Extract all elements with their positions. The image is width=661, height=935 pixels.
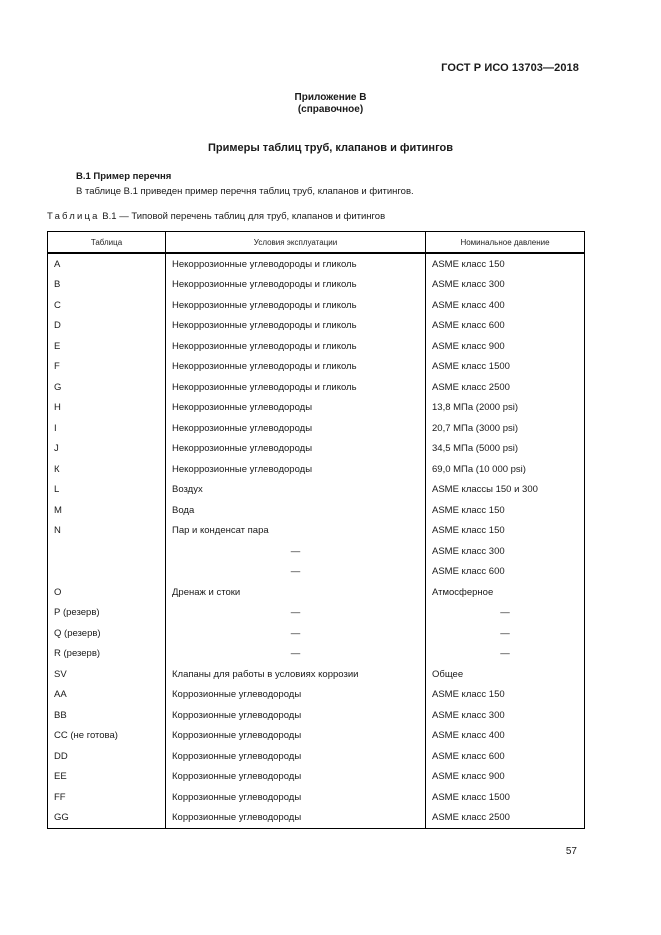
cell-pressure: 20,7 МПа (3000 psi)	[426, 418, 585, 439]
cell-pressure: ASME класс 1500	[426, 787, 585, 808]
cell-table-id: АА	[48, 685, 166, 706]
cell-conditions: Клапаны для работы в условиях коррозии	[166, 664, 426, 685]
document-code: ГОСТ Р ИСО 13703—2018	[441, 62, 579, 74]
cell-table-id: L	[48, 480, 166, 501]
cell-table-id: ЕЕ	[48, 767, 166, 788]
cell-conditions: Некоррозионные углеводороды и гликоль	[166, 275, 426, 296]
cell-conditions: Некоррозионные углеводороды	[166, 459, 426, 480]
cell-pressure: ASME класс 300	[426, 275, 585, 296]
cell-table-id: Q (резерв)	[48, 623, 166, 644]
cell-conditions: Коррозионные углеводороды	[166, 767, 426, 788]
cell-conditions: Воздух	[166, 480, 426, 501]
cell-pressure: ASME класс 900	[426, 767, 585, 788]
cell-table-id: I	[48, 418, 166, 439]
cell-conditions: Пар и конденсат пара	[166, 521, 426, 542]
cell-conditions: Некоррозионные углеводороды	[166, 398, 426, 419]
cell-pressure: ASME класс 600	[426, 562, 585, 583]
section-heading: В.1 Пример перечня	[76, 171, 172, 182]
cell-pressure: ASME класс 2500	[426, 808, 585, 829]
cell-conditions: Дренаж и стоки	[166, 582, 426, 603]
table-row	[48, 459, 585, 480]
cell-pressure: ASME класс 300	[426, 705, 585, 726]
cell-conditions: Некоррозионные углеводороды	[166, 418, 426, 439]
column-header-pressure: Номинальное давление	[426, 232, 585, 254]
cell-conditions: Коррозионные углеводороды	[166, 808, 426, 829]
cell-table-id: N	[48, 521, 166, 542]
cell-pressure: —	[426, 603, 585, 624]
cell-conditions: Некоррозионные углеводороды и гликоль	[166, 336, 426, 357]
cell-conditions: —	[166, 623, 426, 644]
cell-table-id: SV	[48, 664, 166, 685]
cell-pressure: 69,0 МПа (10 000 psi)	[426, 459, 585, 480]
cell-pressure: ASME класс 150	[426, 521, 585, 542]
cell-table-id: В	[48, 275, 166, 296]
table-row	[48, 808, 585, 829]
table-row	[48, 746, 585, 767]
table-row	[48, 664, 585, 685]
table-row	[48, 480, 585, 501]
table-row	[48, 253, 585, 275]
cell-table-id: О	[48, 582, 166, 603]
table-row	[48, 336, 585, 357]
cell-table-id: G	[48, 377, 166, 398]
table-row	[48, 644, 585, 665]
cell-table-id: ВВ	[48, 705, 166, 726]
cell-pressure: ASME класс 400	[426, 295, 585, 316]
cell-pressure: ASME класс 2500	[426, 377, 585, 398]
column-header-table: Таблица	[48, 232, 166, 254]
cell-table-id: DD	[48, 746, 166, 767]
table-row	[48, 316, 585, 337]
cell-conditions: Коррозионные углеводороды	[166, 726, 426, 747]
table-row	[48, 767, 585, 788]
page-number: 57	[565, 846, 577, 857]
cell-pressure: ASME класс 150	[426, 500, 585, 521]
table-caption-text: В.1 — Типовой перечень таблиц для труб, клапанов и фитингов	[99, 211, 386, 222]
table-row	[48, 418, 585, 439]
table-row	[48, 439, 585, 460]
cell-conditions: Некоррозионные углеводороды	[166, 439, 426, 460]
cell-pressure: 13,8 МПа (2000 psi)	[426, 398, 585, 419]
table-row	[48, 562, 585, 583]
cell-table-id	[48, 541, 166, 562]
cell-table-id: GG	[48, 808, 166, 829]
cell-pressure: Атмосферное	[426, 582, 585, 603]
pipe-class-table	[47, 231, 585, 829]
table-header-row	[48, 232, 585, 254]
cell-pressure: ASME класс 600	[426, 746, 585, 767]
table-row	[48, 295, 585, 316]
cell-table-id: Р (резерв)	[48, 603, 166, 624]
annex-heading	[0, 92, 661, 116]
table-row	[48, 582, 585, 603]
cell-pressure: ASME классы 150 и 300	[426, 480, 585, 501]
cell-conditions: Некоррозионные углеводороды и гликоль	[166, 253, 426, 275]
cell-pressure: Общее	[426, 664, 585, 685]
cell-table-id: СС (не готова)	[48, 726, 166, 747]
annex-title: Приложение В	[294, 92, 367, 103]
table-caption	[47, 211, 385, 222]
cell-table-id: D	[48, 316, 166, 337]
cell-table-id: М	[48, 500, 166, 521]
cell-pressure: —	[426, 644, 585, 665]
table-body	[48, 253, 585, 829]
cell-conditions: —	[166, 603, 426, 624]
cell-conditions: Коррозионные углеводороды	[166, 787, 426, 808]
cell-pressure: 34,5 МПа (5000 psi)	[426, 439, 585, 460]
cell-pressure: ASME класс 400	[426, 726, 585, 747]
table-row	[48, 521, 585, 542]
cell-table-id: К	[48, 459, 166, 480]
cell-conditions: Коррозионные углеводороды	[166, 685, 426, 706]
table-row	[48, 357, 585, 378]
cell-table-id: С	[48, 295, 166, 316]
table-row	[48, 603, 585, 624]
annex-subtitle: (справочное)	[297, 104, 364, 115]
cell-table-id: F	[48, 357, 166, 378]
cell-conditions: Некоррозионные углеводороды и гликоль	[166, 316, 426, 337]
cell-pressure: ASME класс 300	[426, 541, 585, 562]
cell-table-id: А	[48, 253, 166, 275]
cell-conditions: Некоррозионные углеводороды и гликоль	[166, 357, 426, 378]
section-text: В таблице В.1 приведен пример перечня таблиц труб, клапанов и фитингов.	[76, 186, 414, 197]
cell-pressure: —	[426, 623, 585, 644]
cell-pressure: ASME класс 150	[426, 253, 585, 275]
cell-pressure: ASME класс 600	[426, 316, 585, 337]
table-row	[48, 500, 585, 521]
column-header-conditions: Условия эксплуатации	[166, 232, 426, 254]
cell-pressure: ASME класс 1500	[426, 357, 585, 378]
cell-table-id	[48, 562, 166, 583]
cell-conditions: Некоррозионные углеводороды и гликоль	[166, 377, 426, 398]
table-row	[48, 726, 585, 747]
table-caption-word: Таблица	[47, 211, 100, 222]
table-row	[48, 705, 585, 726]
table-row	[48, 685, 585, 706]
cell-table-id: FF	[48, 787, 166, 808]
cell-conditions: —	[166, 541, 426, 562]
cell-conditions: —	[166, 562, 426, 583]
cell-table-id: R (резерв)	[48, 644, 166, 665]
cell-conditions: Некоррозионные углеводороды и гликоль	[166, 295, 426, 316]
cell-pressure: ASME класс 900	[426, 336, 585, 357]
table-row	[48, 398, 585, 419]
cell-conditions: Вода	[166, 500, 426, 521]
cell-conditions: Коррозионные углеводороды	[166, 746, 426, 767]
cell-conditions: —	[166, 644, 426, 665]
cell-pressure: ASME класс 150	[426, 685, 585, 706]
table-row	[48, 275, 585, 296]
table-row	[48, 377, 585, 398]
cell-table-id: Е	[48, 336, 166, 357]
table-row	[48, 623, 585, 644]
page-title: Примеры таблиц труб, клапанов и фитингов	[208, 142, 453, 154]
cell-table-id: Н	[48, 398, 166, 419]
table-row	[48, 541, 585, 562]
cell-conditions: Коррозионные углеводороды	[166, 705, 426, 726]
cell-table-id: J	[48, 439, 166, 460]
table-row	[48, 787, 585, 808]
